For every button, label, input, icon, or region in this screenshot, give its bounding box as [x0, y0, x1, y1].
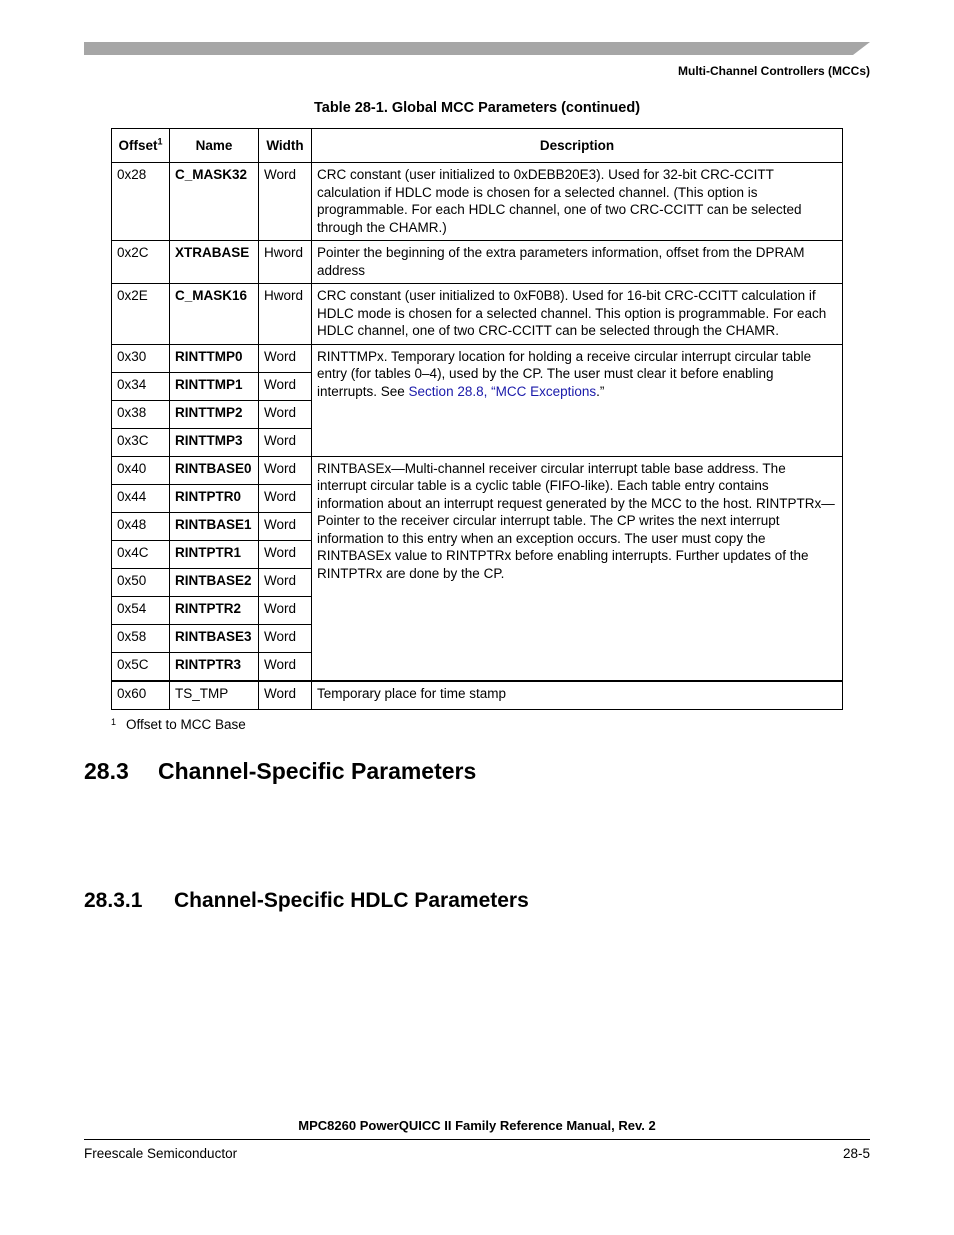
- cell-name: RINTPTR0: [170, 484, 259, 512]
- table-row: [112, 344, 843, 372]
- table-row: [112, 241, 843, 284]
- cell-name: RINTTMP1: [170, 372, 259, 400]
- cell-name: C_MASK16: [170, 284, 259, 345]
- footer-divider: [84, 1139, 870, 1140]
- cell-description-rintbase: RINTBASEx—Multi-channel receiver circular interrupt table base address. The interrupt circular table is a cyclic table (FIFO-like). Each table entry contains information about an interrupt request generated by the MCC to the host. RINTPTRx—Pointer to the receiver circular interrupt table. The CP writes the next interrupt information to this entry when an exception occurs. The user must copy the RINTBASEx value to RINTPTRx before enabling interrupts. Further updates of the RINTPTRx are done by the CP.: [312, 456, 843, 681]
- cell-name: TS_TMP: [170, 681, 259, 710]
- cell-width: Word: [259, 400, 312, 428]
- table-footnote: [111, 717, 246, 732]
- cell-name: RINTBASE1: [170, 512, 259, 540]
- subsection-title: Channel-Specific HDLC Parameters: [174, 889, 529, 912]
- footer-manual-title: MPC8260 PowerQUICC II Family Reference Manual, Rev. 2: [298, 1118, 656, 1133]
- cell-name: C_MASK32: [170, 163, 259, 241]
- cell-width: Word: [259, 484, 312, 512]
- table-row: [112, 163, 843, 241]
- cell-offset: 0x50: [112, 568, 170, 596]
- cell-offset: 0x2C: [112, 241, 170, 284]
- cell-offset: 0x48: [112, 512, 170, 540]
- cell-offset: 0x5C: [112, 652, 170, 681]
- cell-description-rinttmp: RINTTMPx. Temporary location for holding a receive circular interrupt circular table entry (for tables 0–4), used by the CP. The user must clear it before enabling interrupts. See Section 28.8, “MCC Exceptions.”: [312, 344, 843, 456]
- cell-offset: 0x40: [112, 456, 170, 484]
- table-row: [112, 681, 843, 710]
- cell-offset: 0x34: [112, 372, 170, 400]
- cell-width: Word: [259, 568, 312, 596]
- cell-name: RINTTMP2: [170, 400, 259, 428]
- header-width: Width: [259, 129, 312, 163]
- cell-name: XTRABASE: [170, 241, 259, 284]
- cell-width: Word: [259, 652, 312, 681]
- cell-name: RINTPTR2: [170, 596, 259, 624]
- section-title: Channel-Specific Parameters: [158, 758, 477, 784]
- cell-description: Pointer the beginning of the extra parameters information, offset from the DPRAM address: [312, 241, 843, 284]
- cell-width: Word: [259, 624, 312, 652]
- cell-offset: 0x60: [112, 681, 170, 710]
- table-row: [112, 284, 843, 345]
- header-name: Name: [170, 129, 259, 163]
- cell-offset: 0x30: [112, 344, 170, 372]
- table-header-row: [112, 129, 843, 163]
- cell-width: Word: [259, 456, 312, 484]
- parameters-table: [111, 128, 843, 710]
- cell-width: Word: [259, 540, 312, 568]
- cell-width: Word: [259, 596, 312, 624]
- cell-name: RINTPTR1: [170, 540, 259, 568]
- cell-offset: 0x38: [112, 400, 170, 428]
- header-description: Description: [312, 129, 843, 163]
- cell-name: RINTBASE2: [170, 568, 259, 596]
- running-header: Multi-Channel Controllers (MCCs): [678, 64, 870, 78]
- cell-width: Word: [259, 428, 312, 456]
- cell-name: RINTTMP0: [170, 344, 259, 372]
- cell-width: Word: [259, 344, 312, 372]
- section-link[interactable]: Section 28.8, “MCC Exceptions: [408, 383, 597, 399]
- cell-width: Hword: [259, 284, 312, 345]
- cell-width: Hword: [259, 241, 312, 284]
- cell-name: RINTPTR3: [170, 652, 259, 681]
- cell-offset: 0x3C: [112, 428, 170, 456]
- cell-offset: 0x54: [112, 596, 170, 624]
- cell-name: RINTBASE3: [170, 624, 259, 652]
- cell-width: Word: [259, 163, 312, 241]
- footnote-mark: 1: [111, 717, 117, 727]
- cell-offset: 0x44: [112, 484, 170, 512]
- cell-offset: 0x2E: [112, 284, 170, 345]
- cell-description: Temporary place for time stamp: [312, 681, 843, 710]
- cell-offset: 0x28: [112, 163, 170, 241]
- cell-description: CRC constant (user initialized to 0xF0B8). Used for 16-bit CRC-CCITT calculation if HDLC mode is chosen for a selected channel. This option is programmable. For each HDLC channel, one of two CRC-CCITT can be selected through the CHAMR.: [312, 284, 843, 345]
- subsection-heading: [84, 889, 529, 913]
- table-caption: Table 28-1. Global MCC Parameters (continued): [313, 100, 641, 116]
- table-row: [112, 456, 843, 484]
- footnote-ref: 1: [157, 136, 163, 147]
- footer-page-number: 28-5: [842, 1146, 870, 1161]
- cell-offset: 0x4C: [112, 540, 170, 568]
- header-offset: Offset$^1$: [112, 129, 170, 163]
- footnote-text: Offset to MCC Base: [126, 717, 246, 732]
- cell-width: Word: [259, 512, 312, 540]
- subsection-number: 28.3.1: [84, 889, 143, 912]
- cell-width: Word: [259, 372, 312, 400]
- cell-name: RINTTMP3: [170, 428, 259, 456]
- section-heading: [84, 758, 476, 785]
- section-number: 28.3: [84, 758, 129, 784]
- cell-name: RINTBASE0: [170, 456, 259, 484]
- cell-offset: 0x58: [112, 624, 170, 652]
- footer-company: Freescale Semiconductor: [84, 1146, 238, 1161]
- cell-description: CRC constant (user initialized to 0xDEBB20E3). Used for 32-bit CRC-CCITT calculation if HDLC mode is chosen for a selected channel. (This option is programmable. For each HDLC channel, one of two CRC-CCITT can be selected through the CHAMR.): [312, 163, 843, 241]
- header-bar: [84, 42, 870, 55]
- cell-width: Word: [259, 681, 312, 710]
